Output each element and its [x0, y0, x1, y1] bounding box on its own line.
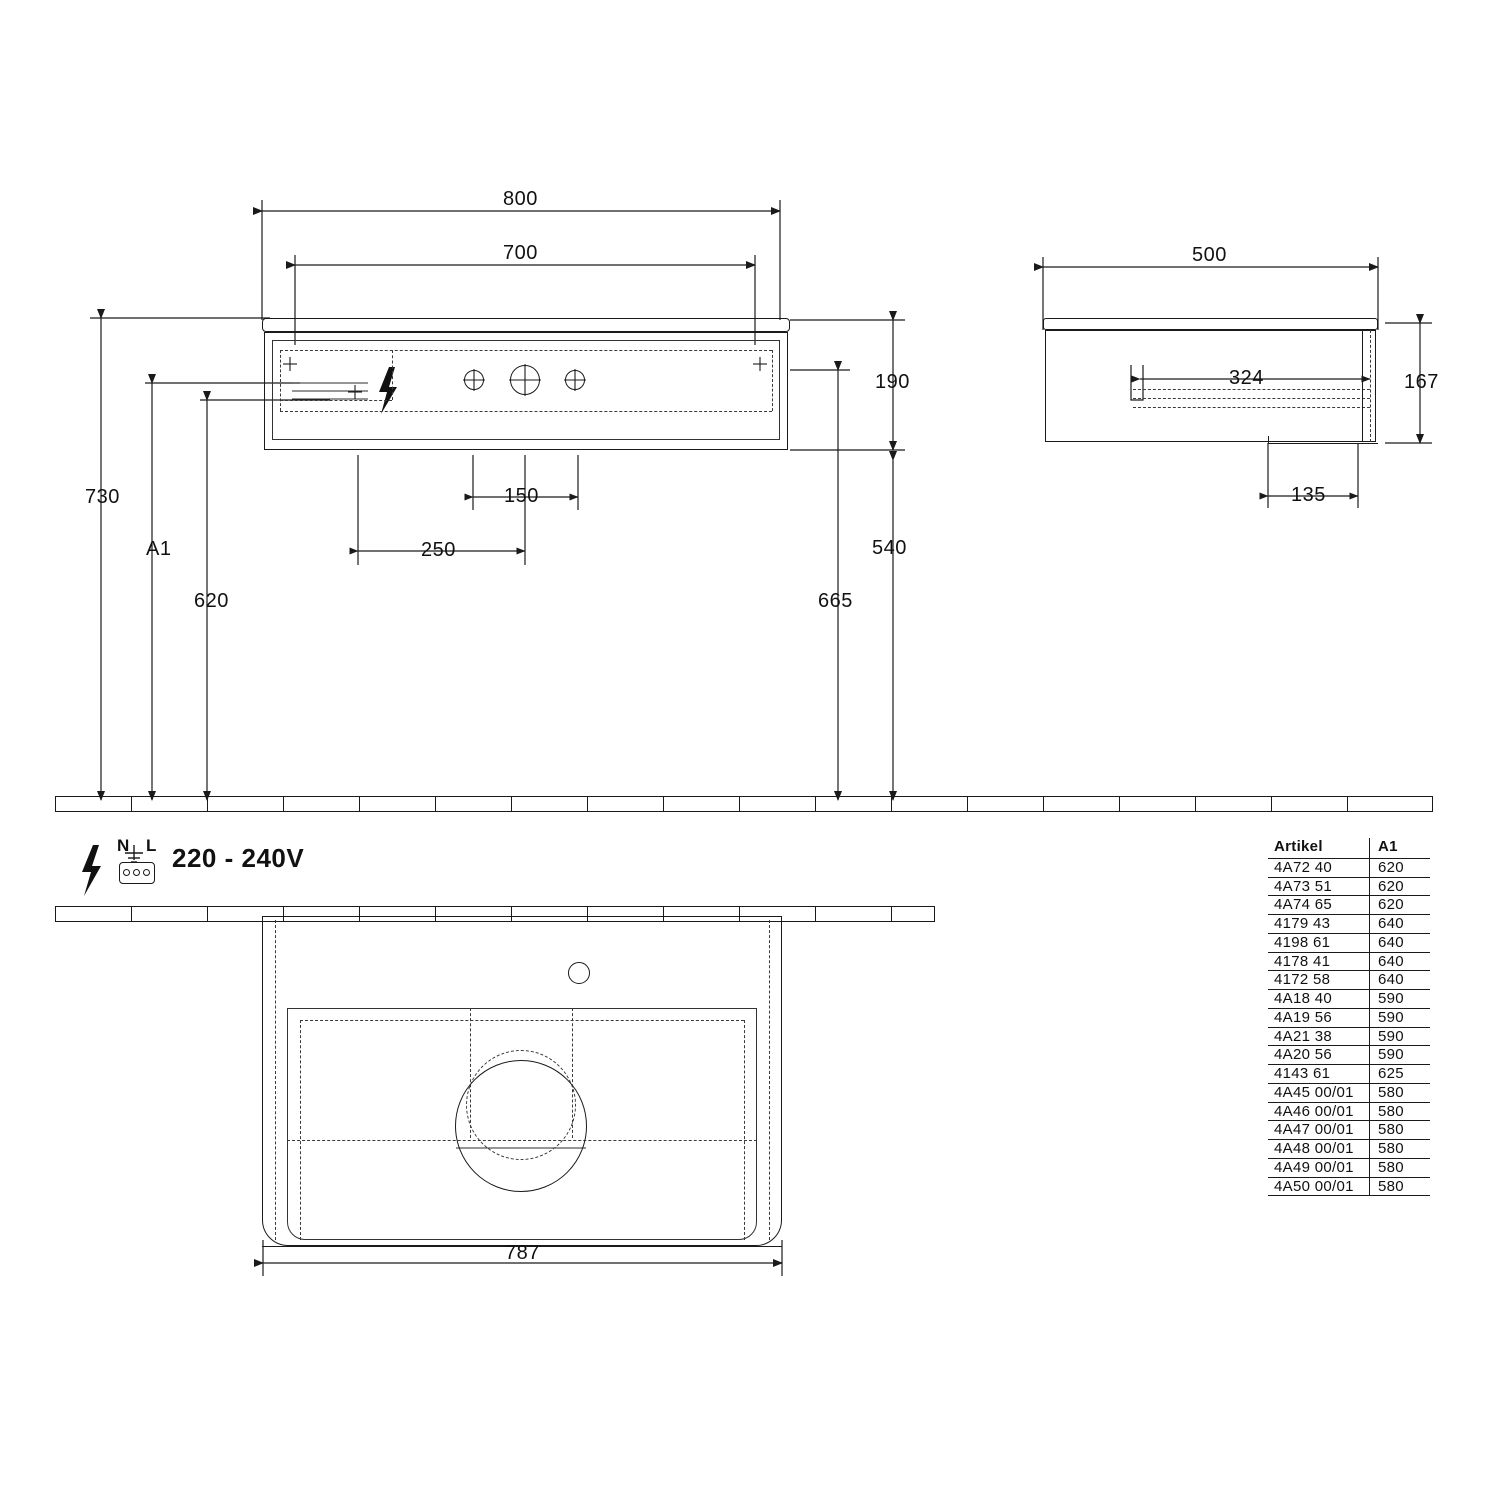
- table-cell-a1: 640: [1370, 971, 1431, 990]
- table-cell-a1: 620: [1370, 877, 1431, 896]
- floor-tick: [967, 796, 968, 812]
- table-cell-artikel: 4A48 00/01: [1268, 1140, 1370, 1159]
- floor-tick: [359, 796, 360, 812]
- dim-label-665: 665: [818, 590, 853, 612]
- table-cell-a1: 620: [1370, 858, 1431, 877]
- table-row: [1268, 952, 1430, 971]
- floor-tick: [1119, 796, 1120, 812]
- floor-tick: [131, 796, 132, 812]
- table-cell-artikel: 4A46 00/01: [1268, 1102, 1370, 1121]
- side-view-hidden-line-c: [1133, 407, 1370, 408]
- table-cell-artikel: 4198 61: [1268, 933, 1370, 952]
- table-cell-artikel: 4172 58: [1268, 971, 1370, 990]
- artikel-a1-table: [1268, 838, 1430, 1196]
- dim-label-800: 800: [503, 188, 538, 210]
- dim-label-135: 135: [1291, 484, 1326, 506]
- power-terminal-n-label: N: [117, 836, 130, 855]
- table-row: [1268, 1140, 1430, 1159]
- table-cell-a1: 590: [1370, 1027, 1431, 1046]
- power-terminal-dot: [143, 869, 150, 876]
- side-view-cabinet-body: [1045, 330, 1376, 442]
- table-cell-artikel: 4A19 56: [1268, 1008, 1370, 1027]
- dim-label-700: 700: [503, 242, 538, 264]
- dim-label-150: 150: [504, 485, 539, 507]
- dim-label-500: 500: [1192, 244, 1227, 266]
- table-cell-a1: 620: [1370, 896, 1431, 915]
- floor-tick: [587, 796, 588, 812]
- floor-tick: [207, 906, 208, 922]
- table-row: [1268, 1065, 1430, 1084]
- table-cell-a1: 590: [1370, 1008, 1431, 1027]
- table-cell-artikel: 4178 41: [1268, 952, 1370, 971]
- table-row: [1268, 1177, 1430, 1196]
- floor-tick: [511, 796, 512, 812]
- table-cell-a1: 590: [1370, 990, 1431, 1009]
- floor-tick: [131, 906, 132, 922]
- floor-tick: [1043, 796, 1044, 812]
- table-cell-artikel: 4A50 00/01: [1268, 1177, 1370, 1196]
- power-terminal-dot: [123, 869, 130, 876]
- table-row: [1268, 971, 1430, 990]
- plan-view-basin-bowl-inner: [466, 1050, 576, 1160]
- plan-view-cabinet-hidden-right: [744, 1020, 745, 1240]
- table-row: [1268, 1046, 1430, 1065]
- dim-label-190: 190: [875, 371, 910, 393]
- table-row: [1268, 1121, 1430, 1140]
- table-cell-artikel: 4143 61: [1268, 1065, 1370, 1084]
- table-cell-artikel: 4A72 40: [1268, 858, 1370, 877]
- front-view-countertop: [262, 318, 790, 332]
- front-view-hidden-line-mid: [280, 400, 392, 401]
- floor-tick: [207, 796, 208, 812]
- table-cell-a1: 640: [1370, 915, 1431, 934]
- front-view-hidden-line-top: [280, 350, 772, 351]
- dim-label-730: 730: [85, 486, 120, 508]
- table-cell-a1: 640: [1370, 933, 1431, 952]
- front-view-hidden-line-left: [280, 350, 281, 411]
- table-cell-artikel: 4A45 00/01: [1268, 1083, 1370, 1102]
- side-view-hidden-line-b: [1133, 398, 1370, 399]
- side-view-right-edge: [1362, 330, 1363, 442]
- table-row: [1268, 1083, 1430, 1102]
- table-cell-a1: 625: [1370, 1065, 1431, 1084]
- table-cell-artikel: 4A21 38: [1268, 1027, 1370, 1046]
- table-header-a1: A1: [1370, 838, 1431, 858]
- floor-tick: [1195, 796, 1196, 812]
- dim-label-250: 250: [421, 539, 456, 561]
- table-cell-artikel: 4A18 40: [1268, 990, 1370, 1009]
- table-row: [1268, 1158, 1430, 1177]
- table-cell-a1: 590: [1370, 1046, 1431, 1065]
- front-view-hidden-line-right: [772, 350, 773, 411]
- dim-label-787: 787: [505, 1242, 540, 1264]
- plan-view-cabinet-hidden-left: [300, 1020, 301, 1240]
- table-row: [1268, 990, 1430, 1009]
- plan-view-cabinet-hidden-top: [300, 1020, 744, 1021]
- side-view-foot-line: [1268, 443, 1378, 444]
- front-view-hidden-line-bottom: [280, 411, 772, 412]
- table-row: [1268, 896, 1430, 915]
- plan-view-hidden-left: [275, 920, 276, 1240]
- floor-tick: [1347, 796, 1348, 812]
- floor-tick: [739, 796, 740, 812]
- table-cell-a1: 640: [1370, 952, 1431, 971]
- plan-view-hidden-right: [769, 920, 770, 1240]
- table-cell-a1: 580: [1370, 1083, 1431, 1102]
- table-header-artikel: Artikel: [1274, 838, 1323, 855]
- power-terminal-dot: [133, 869, 140, 876]
- table-cell-artikel: 4A49 00/01: [1268, 1158, 1370, 1177]
- power-voltage-label: 220 - 240V: [172, 843, 305, 873]
- table-row: [1268, 933, 1430, 952]
- table-cell-a1: 580: [1370, 1102, 1431, 1121]
- floor-tick: [815, 796, 816, 812]
- floor-tick: [283, 796, 284, 812]
- table-cell-artikel: 4179 43: [1268, 915, 1370, 934]
- table-row: [1268, 915, 1430, 934]
- floor-tick: [891, 906, 892, 922]
- front-view-tap-hole-center: [510, 365, 540, 395]
- table-cell-a1: 580: [1370, 1158, 1431, 1177]
- table-row: [1268, 1027, 1430, 1046]
- dim-label-620: 620: [194, 590, 229, 612]
- table-cell-a1: 580: [1370, 1140, 1431, 1159]
- table-header-row: [1268, 838, 1430, 858]
- floor-tick: [815, 906, 816, 922]
- power-terminal-l-label: L: [146, 836, 157, 855]
- table-cell-artikel: 4A74 65: [1268, 896, 1370, 915]
- dim-label-540: 540: [872, 537, 907, 559]
- dim-label-167: 167: [1404, 371, 1439, 393]
- table-row: [1268, 1102, 1430, 1121]
- front-view-hidden-vertical-mid: [392, 350, 393, 400]
- dim-label-a1: A1: [146, 538, 172, 560]
- side-view-hidden-vertical: [1370, 330, 1371, 442]
- front-view-tap-hole-left: [464, 370, 484, 390]
- floor-line-upper: [55, 796, 1433, 812]
- table-row: [1268, 1008, 1430, 1027]
- side-view-foot-tick: [1268, 436, 1269, 444]
- table-row: [1268, 877, 1430, 896]
- table-row: [1268, 858, 1430, 877]
- table-cell-a1: 580: [1370, 1177, 1431, 1196]
- front-view-tap-hole-right: [565, 370, 585, 390]
- floor-tick: [1271, 796, 1272, 812]
- table-cell-artikel: 4A73 51: [1268, 877, 1370, 896]
- table-cell-artikel: 4A47 00/01: [1268, 1121, 1370, 1140]
- floor-tick: [663, 796, 664, 812]
- table-cell-a1: 580: [1370, 1121, 1431, 1140]
- plan-view-tap-hole: [568, 962, 590, 984]
- floor-tick: [435, 796, 436, 812]
- dim-label-324: 324: [1229, 367, 1264, 389]
- side-view-countertop: [1043, 318, 1378, 330]
- table-cell-artikel: 4A20 56: [1268, 1046, 1370, 1065]
- floor-tick: [891, 796, 892, 812]
